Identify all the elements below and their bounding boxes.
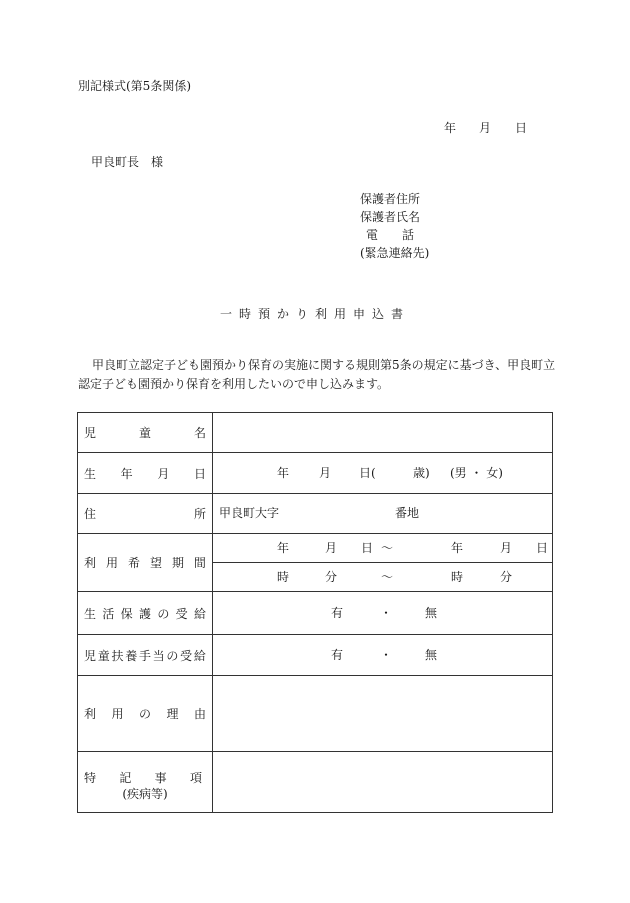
allowance-yes[interactable]: 有 [331,648,344,662]
guardian-phone-label: 電 話 [366,228,415,242]
label-char: 期 [171,556,184,570]
sex-options: (男 ・ 女) [450,466,503,480]
label-char: 養 [125,648,138,663]
label-child-allowance [78,635,213,676]
remarks-field[interactable] [213,752,553,813]
period-from-year: 年 [277,541,290,555]
label-char: 児 [84,648,97,663]
period-from-day: 日 [361,541,374,555]
label-char: 特 [84,771,97,785]
row-period-date [78,534,553,563]
allowance-dot: ・ [380,648,393,662]
period-to-minute: 分 [500,570,513,584]
row-birthdate [78,453,553,494]
date-day: 日 [515,121,528,135]
guardian-emergency-label: (緊急連絡先) [360,246,430,260]
guardian-block [360,192,460,264]
row-remarks [78,752,553,813]
label-char: 間 [193,556,206,570]
reason-field[interactable] [213,676,553,752]
date-month: 月 [479,121,492,135]
label-char: 保 [120,606,133,621]
address-field[interactable] [213,494,553,534]
period-to-hour: 時 [451,570,464,584]
document-title: 一時預かり利用申込書 [219,307,410,321]
label-char: の [157,606,170,621]
label-period [78,534,213,592]
period-from-minute: 分 [325,570,338,584]
guardian-address-label: 保護者住所 [360,192,421,206]
label-char: 護 [138,606,151,621]
label-char: 生 [84,606,97,621]
period-from-hour: 時 [277,570,290,584]
label-welfare [78,592,213,635]
label-char: 受 [175,606,188,621]
label-char: 由 [193,707,206,721]
welfare-dot: ・ [380,606,393,620]
application-table [77,412,553,813]
address-prefix: 甲良町大字 [219,506,280,520]
period-to-day: 日 [536,541,549,555]
label-char: 扶 [111,648,124,663]
label-char: 童 [138,426,151,440]
birth-day: 日( [359,466,376,480]
label-char: の [166,648,179,663]
label-char: 当 [152,648,165,663]
label-char: 日 [193,466,206,481]
period-date-field[interactable] [213,534,553,563]
label-char: 記 [119,771,132,785]
period-tilde-time: ～ [381,570,394,584]
period-tilde-date: ～ [381,541,394,555]
address-suffix: 番地 [395,506,420,520]
label-child-name [78,413,213,453]
label-char: 活 [102,606,115,621]
row-welfare [78,592,553,635]
birth-month: 月 [319,466,332,480]
label-address [78,494,213,534]
row-reason [78,676,553,752]
label-char: 用 [111,707,124,721]
label-char: 受 [180,648,193,663]
label-char: 望 [149,556,162,570]
row-child-allowance [78,635,553,676]
guardian-name-label: 保護者氏名 [360,210,421,224]
label-char: 利 [84,556,97,570]
body-text: 甲良町立認定子ども園預かり保育の実施に関する規則第5条の規定に基づき、甲良町立認定子ども園預かり保育を利用したいので申し込みます。 [78,358,556,391]
birth-age: 歳) [413,466,430,480]
period-to-month: 月 [500,541,513,555]
label-char: 所 [193,507,206,521]
label-char: 利 [84,707,97,721]
label-char: 童 [97,648,110,663]
label-char: 理 [166,707,179,721]
label-char: 住 [84,507,97,521]
label-char: 名 [193,426,206,440]
row-child-name [78,413,553,453]
welfare-yes[interactable]: 有 [331,606,344,620]
label-char: 事 [154,771,167,785]
form-label: 別記様式(第5条関係) [78,79,191,93]
period-time-field[interactable] [213,563,553,592]
addressee: 甲良町長 様 [91,155,164,169]
label-reason [78,676,213,752]
period-to-year: 年 [451,541,464,555]
date-year: 年 [444,121,457,135]
birth-year: 年 [277,466,290,480]
birthdate-field[interactable] [213,453,553,494]
remarks-sub-label: (疾病等) [122,787,168,801]
welfare-no[interactable]: 無 [425,606,438,620]
label-char: の [138,707,151,721]
label-char: 給 [193,648,206,663]
label-char: 用 [105,556,118,570]
label-char: 希 [127,556,140,570]
label-char: 手 [138,648,151,663]
label-remarks [78,752,213,813]
label-char: 項 [189,771,202,785]
row-address [78,494,553,534]
child-name-field[interactable] [213,413,553,453]
label-char: 年 [120,466,133,481]
period-from-month: 月 [325,541,338,555]
label-char: 児 [84,426,97,440]
child-allowance-field[interactable] [213,635,553,676]
label-char: 生 [84,466,97,481]
welfare-field[interactable] [213,592,553,635]
allowance-no[interactable]: 無 [425,648,438,662]
label-char: 月 [157,466,170,481]
label-birthdate [78,453,213,494]
label-char: 給 [193,606,206,621]
